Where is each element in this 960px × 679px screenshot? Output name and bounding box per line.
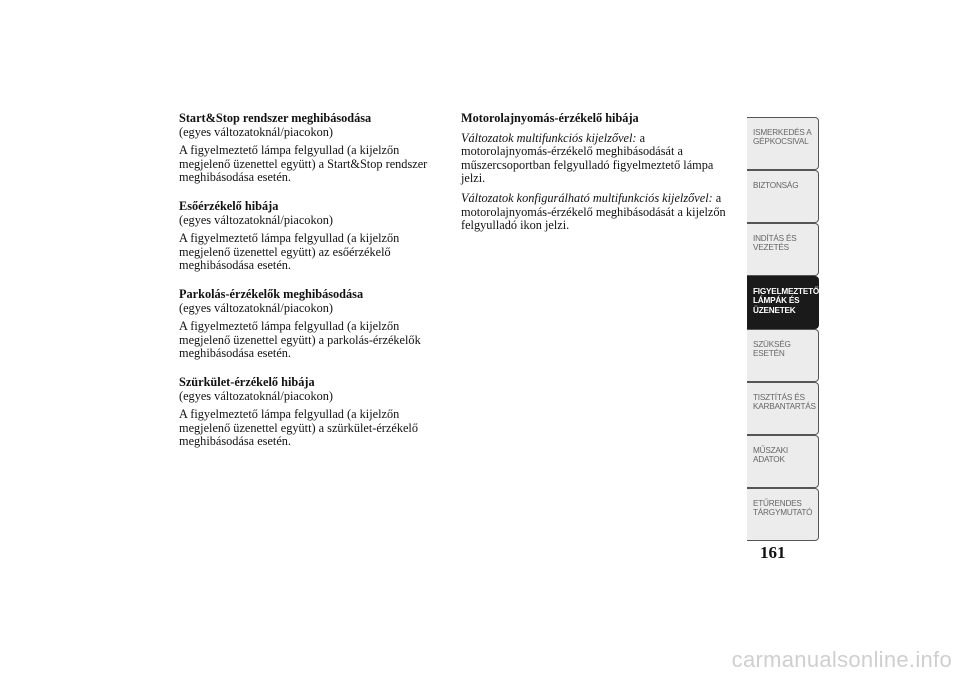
tab-index[interactable]: ETŰRENDES TÁRGYMUTATÓ <box>747 488 819 541</box>
section-body: A figyelmeztető lámpa felgyullad (a kijelzőn megjelenő üzenettel együtt) a Start&Stop rendszer meghibásodása esetén. <box>179 143 428 185</box>
section-title: Parkolás-érzékelők meghibásodása <box>179 286 364 301</box>
section-title: Start&Stop rendszer meghibásodása <box>179 111 372 125</box>
section-subtitle: (egyes változatoknál/piacokon) <box>179 212 333 227</box>
section-start-stop <box>179 112 441 185</box>
paragraph-text: a motorolajnyomás-érzékelő meghibásodását a műszercsoportban felgyulladó figyelmeztető lámpa jelzi. <box>461 130 714 186</box>
section-body: A figyelmeztető lámpa felgyullad (a kijelzőn megjelenő üzenettel együtt) a szürkület-érzékelő meghibásodása esetén. <box>179 407 418 449</box>
paragraph <box>461 192 731 233</box>
section-title: Szürkület-érzékelő hibája <box>179 374 315 389</box>
page-number: 161 <box>760 543 786 562</box>
section-subtitle: (egyes változatoknál/piacokon) <box>179 300 333 315</box>
tab-getting-to-know[interactable]: ISMERKEDÉS A GÉPKOCSIVAL <box>747 117 819 170</box>
right-column <box>461 112 731 239</box>
left-column <box>179 112 441 464</box>
paragraph-text: a motorolajnyomás-érzékelő meghibásodását a kijelzőn felgyulladó ikon jelzi. <box>461 190 726 233</box>
section-twilight-sensor <box>179 376 441 449</box>
paragraph-lead-italic: Változatok konfigurálható multifunkciós kijelzővel: <box>461 190 713 205</box>
section-subtitle: (egyes változatoknál/piacokon) <box>179 124 333 139</box>
tab-starting-driving[interactable]: INDÍTÁS ÉS VEZETÉS <box>747 223 819 276</box>
section-title: Esőérzékelő hibája <box>179 198 279 213</box>
tab-technical-data[interactable]: MŰSZAKI ADATOK <box>747 435 819 488</box>
chapter-tabs <box>747 117 819 541</box>
tab-safety[interactable]: BIZTONSÁG <box>747 170 819 223</box>
section-rain-sensor <box>179 200 441 273</box>
section-subtitle: (egyes változatoknál/piacokon) <box>179 388 333 403</box>
paragraph-lead-italic: Változatok multifunkciós kijelzővel: <box>461 130 637 145</box>
tab-maintenance[interactable]: TISZTÍTÁS ÉS KARBANTARTÁS <box>747 382 819 435</box>
section-title: Motorolajnyomás-érzékelő hibája <box>461 111 639 125</box>
section-body: A figyelmeztető lámpa felgyullad (a kijelzőn megjelenő üzenettel együtt) az esőérzékelő meghibásodása esetén. <box>179 231 400 273</box>
tab-emergency[interactable]: SZÜKSÉG ESETÉN <box>747 329 819 382</box>
section-parking-sensors <box>179 288 441 361</box>
watermark: carmanualsonline.info <box>731 647 952 672</box>
tab-warning-lights[interactable]: FIGYELMEZTETŐ LÁMPÁK ÉS ÜZENETEK <box>747 276 819 329</box>
section-body: A figyelmeztető lámpa felgyullad (a kijelzőn megjelenő üzenettel együtt) a parkolás-érzékelők meghibásodása esetén. <box>179 319 421 361</box>
paragraph <box>461 132 731 186</box>
